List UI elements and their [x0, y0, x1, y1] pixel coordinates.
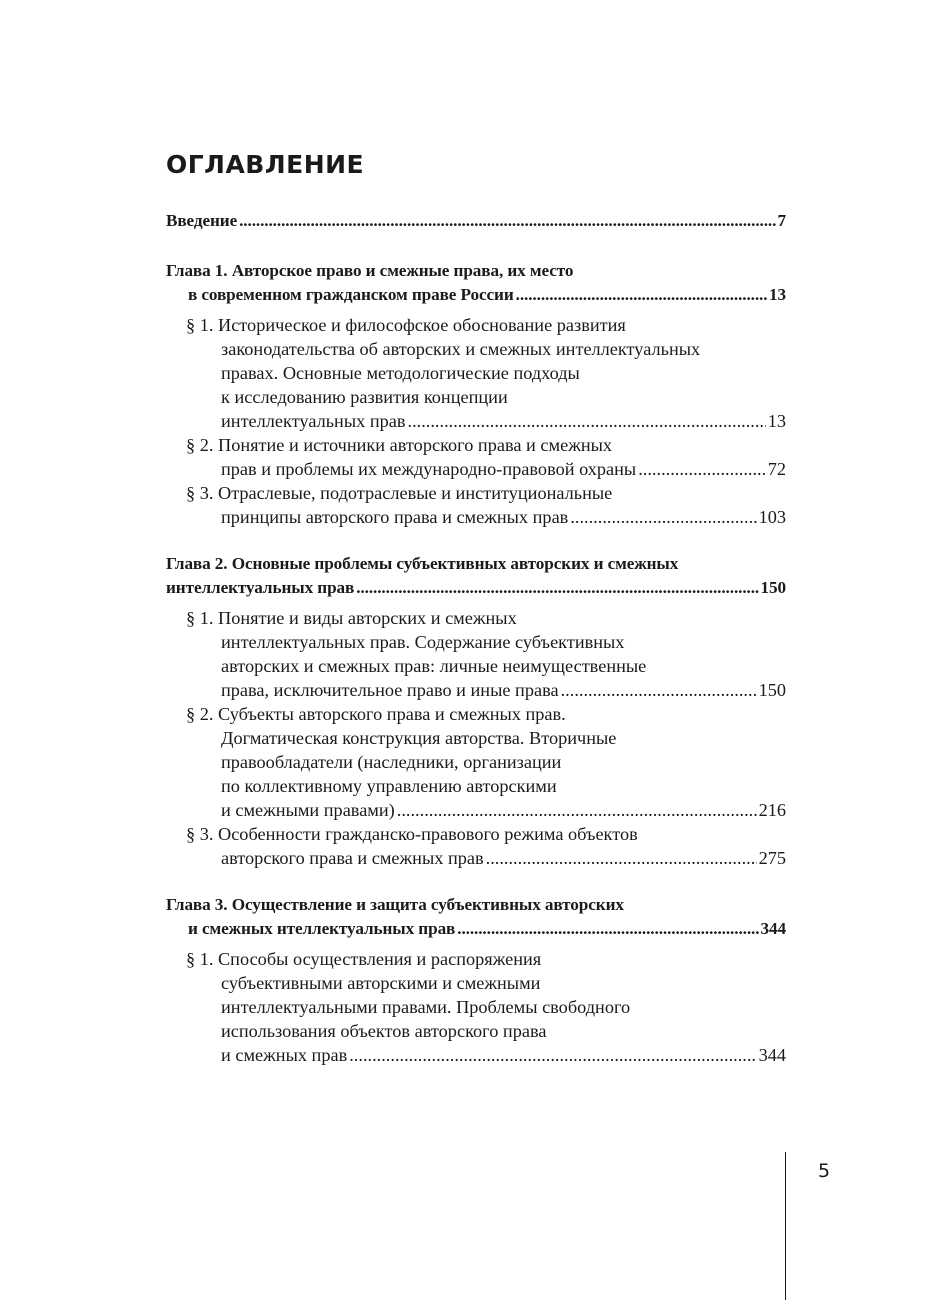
page-ref: 216: [758, 800, 786, 820]
section-title-line: авторского права и смежных прав: [221, 848, 484, 868]
page-ref: 344: [760, 919, 786, 938]
toc-entry-chapter-1[interactable]: [166, 259, 786, 307]
page-title: ОГЛАВЛЕНИЕ: [166, 150, 365, 179]
toc-entry-ch2-section-1[interactable]: [186, 606, 786, 702]
entry-title: Введение: [166, 211, 238, 230]
section-title-line: § 3. Особенности гражданско-правового режима объектов: [186, 824, 638, 844]
dot-leader: [349, 1043, 756, 1067]
page-ref: 72: [767, 459, 786, 479]
chapter-group-2: [166, 552, 786, 870]
section-title-line: § 1. Способы осуществления и распоряжения: [186, 949, 542, 969]
toc-entry-ch2-section-3[interactable]: [186, 822, 786, 870]
page-ref: 150: [760, 578, 786, 597]
section-title-line: интеллектуальных прав. Содержание субъективных: [221, 632, 625, 652]
section-title-line: субъективными авторскими и смежными: [221, 973, 541, 993]
section-title-line: § 3. Отраслевые, подотраслевые и институциональные: [186, 483, 613, 503]
chapter-title-line: Глава 2. Основные проблемы субъективных авторских и смежных: [166, 554, 679, 573]
toc-entry-chapter-2[interactable]: [166, 552, 786, 600]
section-title-line: правах. Основные методологические подходы: [221, 363, 580, 383]
page-ref: 13: [769, 285, 786, 304]
section-title-line: права, исключительное право и иные права: [221, 680, 559, 700]
section-title-line: авторских и смежных прав: личные неимущественные: [221, 656, 647, 676]
section-title-line: прав и проблемы их международно-правовой охраны: [221, 459, 637, 479]
toc-entry-chapter-3[interactable]: [166, 893, 786, 941]
dot-leader: [408, 409, 766, 433]
toc-entry-ch3-section-1[interactable]: [186, 947, 786, 1067]
page-ref: 7: [777, 211, 786, 230]
chapter-title-line: Глава 3. Осуществление и защита субъективных авторских: [166, 895, 624, 914]
section-title-line: § 1. Историческое и философское обоснование развития: [186, 315, 626, 335]
section-title-line: Догматическая конструкция авторства. Вторичные: [221, 728, 617, 748]
toc-entry-ch1-section-3[interactable]: [186, 481, 786, 529]
chapter-group-1: [166, 259, 786, 529]
toc-entry-introduction[interactable]: [166, 209, 786, 233]
dot-leader: [486, 846, 757, 870]
page-ref: 344: [758, 1045, 786, 1065]
chapter-title-line: интеллектуальных прав: [166, 578, 355, 597]
chapter-title-line: Глава 1. Авторское право и смежные права, их место: [166, 261, 574, 280]
section-title-line: использования объектов авторского права: [221, 1021, 547, 1041]
dot-leader: [239, 209, 775, 233]
section-title-line: принципы авторского права и смежных прав: [221, 507, 569, 527]
dot-leader: [356, 576, 758, 600]
section-title-line: правообладатели (наследники, организации: [221, 752, 562, 772]
section-title-line: интеллектуальных прав: [221, 411, 406, 431]
section-title-line: законодательства об авторских и смежных интеллектуальных: [221, 339, 701, 359]
section-title-line: и смежных прав: [221, 1045, 348, 1065]
section-title-line: к исследованию развития концепции: [221, 387, 508, 407]
dot-leader: [397, 798, 757, 822]
dot-leader: [516, 283, 767, 307]
page-ref: 275: [758, 848, 786, 868]
page-ref: 13: [767, 411, 786, 431]
section-title-line: § 2. Понятие и источники авторского права и смежных: [186, 435, 613, 455]
chapter-title-line: в современном гражданском праве России: [188, 285, 514, 304]
chapter-title-line: и смежных нтеллектуальных прав: [188, 919, 456, 938]
dot-leader: [457, 917, 758, 941]
table-of-contents: [166, 209, 786, 1090]
dot-leader: [561, 678, 757, 702]
page-ref: 103: [758, 507, 786, 527]
section-title-line: по коллективному управлению авторскими: [221, 776, 557, 796]
page-number-rule: [785, 1152, 786, 1300]
toc-entry-ch1-section-1[interactable]: [186, 313, 786, 433]
section-title-line: и смежными правами): [221, 800, 395, 820]
dot-leader: [638, 457, 766, 481]
section-title-line: § 1. Понятие и виды авторских и смежных: [186, 608, 517, 628]
page-ref: 150: [758, 680, 786, 700]
chapter-group-3: [166, 893, 786, 1067]
section-title-line: интеллектуальными правами. Проблемы свободного: [221, 997, 631, 1017]
dot-leader: [570, 505, 756, 529]
toc-entry-ch1-section-2[interactable]: [186, 433, 786, 481]
toc-entry-ch2-section-2[interactable]: [186, 702, 786, 822]
section-title-line: § 2. Субъекты авторского права и смежных прав.: [186, 704, 566, 724]
page-number: 5: [818, 1160, 831, 1182]
